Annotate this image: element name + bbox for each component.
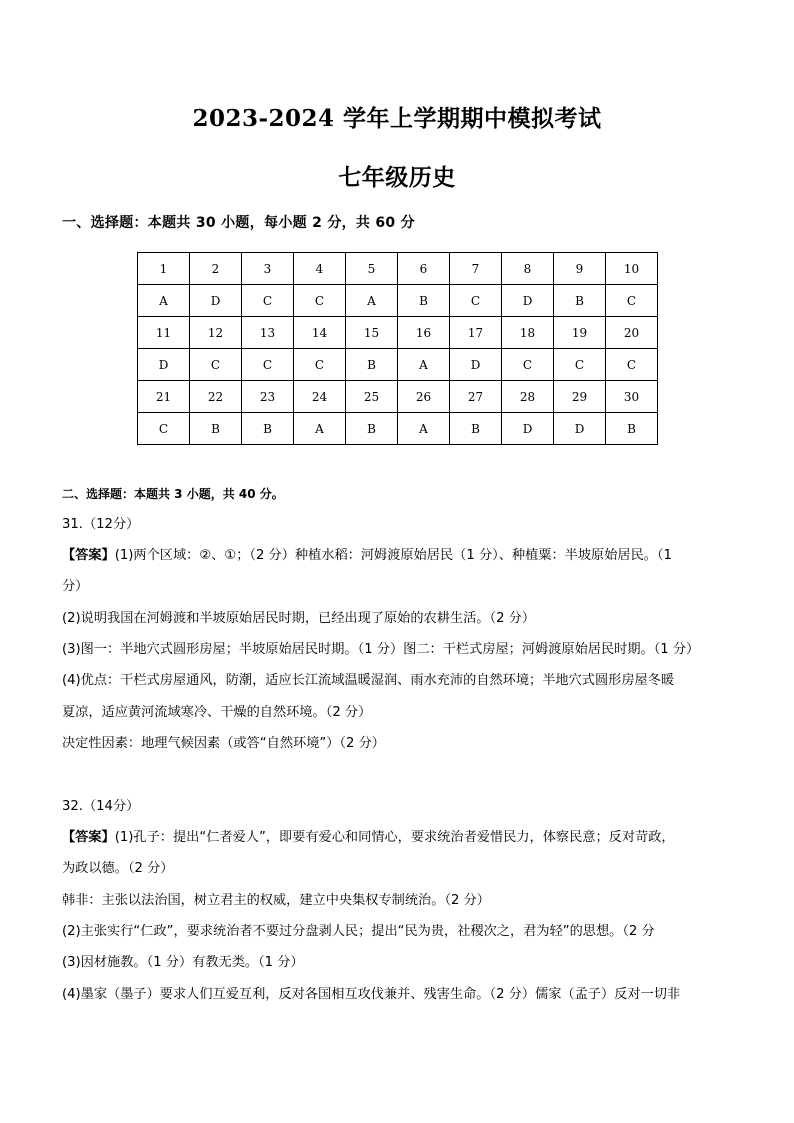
question-number-cell: 4 bbox=[294, 253, 346, 285]
answer-cell: B bbox=[346, 349, 398, 381]
question-number-row bbox=[138, 381, 658, 413]
answer-cell: C bbox=[606, 349, 658, 381]
q32-answer-line5: (3)因材施教。（1 分）有教无类。（1 分） bbox=[62, 955, 304, 970]
answer-cell: D bbox=[502, 413, 554, 445]
answer-cell: A bbox=[346, 285, 398, 317]
answer-key-row bbox=[138, 285, 658, 317]
section2-heading: 二、选择题：本题共 3 小题，共 40 分。 bbox=[62, 487, 284, 501]
q31-answer-line5: (4)优点：干栏式房屋通风，防潮，适应长江流域温暖湿润、雨水充沛的自然环境；半地穴式圆形房屋冬暖 bbox=[62, 673, 675, 688]
question-number-cell: 15 bbox=[346, 317, 398, 349]
q31-answer-line2: 分） bbox=[62, 579, 89, 594]
q31-text-line1: (1)两个区域：②、①；（2 分）种植水稻：河姆渡原始居民（1 分）、种植粟：半坡原始居民。（1 bbox=[114, 548, 672, 563]
answer-cell: C bbox=[294, 349, 346, 381]
answer-cell: C bbox=[138, 413, 190, 445]
question-number-cell: 26 bbox=[398, 381, 450, 413]
answer-cell: D bbox=[190, 285, 242, 317]
answer-cell: B bbox=[398, 285, 450, 317]
answer-cell: B bbox=[242, 413, 294, 445]
q32-answer-line1 bbox=[62, 830, 675, 846]
document-subtitle: 七年级历史 bbox=[338, 164, 456, 191]
answer-tag: 【答案】 bbox=[62, 548, 115, 563]
answer-cell: D bbox=[138, 349, 190, 381]
question-number-cell: 3 bbox=[242, 253, 294, 285]
q31-answer-line6: 夏凉，适应黄河流域寒冷、干燥的自然环境。（2 分） bbox=[62, 705, 372, 720]
question-number-row bbox=[138, 317, 658, 349]
answer-cell: D bbox=[450, 349, 502, 381]
answer-tag: 【答案】 bbox=[62, 830, 115, 845]
question-number-cell: 2 bbox=[190, 253, 242, 285]
question-number-cell: 14 bbox=[294, 317, 346, 349]
question-number-cell: 9 bbox=[554, 253, 606, 285]
question-number-cell: 10 bbox=[606, 253, 658, 285]
answer-cell: B bbox=[190, 413, 242, 445]
q32-answer-line6: (4)墨家（墨子）要求人们互爱互利，反对各国相互攻伐兼并、残害生命。（2 分）儒家（孟子）反对一切非 bbox=[62, 987, 681, 1002]
question-number-cell: 7 bbox=[450, 253, 502, 285]
answer-cell: C bbox=[242, 285, 294, 317]
question-number-cell: 30 bbox=[606, 381, 658, 413]
answer-cell: A bbox=[294, 413, 346, 445]
q32-text-line1: (1)孔子：提出“仁者爱人”，即要有爱心和同情心，要求统治者爱惜民力，体察民意；反对苛政， bbox=[114, 830, 675, 845]
answer-cell: C bbox=[502, 349, 554, 381]
answer-cell: C bbox=[190, 349, 242, 381]
question-number-cell: 18 bbox=[502, 317, 554, 349]
answer-cell: B bbox=[346, 413, 398, 445]
q32-answer-line4: (2)主张实行“仁政”，要求统治者不要过分盘剥人民；提出“民为贵，社稷次之，君为轻”的思想。（2 分 bbox=[62, 924, 655, 939]
answer-cell: A bbox=[138, 285, 190, 317]
question-number-cell: 28 bbox=[502, 381, 554, 413]
answer-cell: C bbox=[606, 285, 658, 317]
question-number-cell: 20 bbox=[606, 317, 658, 349]
question-number-cell: 8 bbox=[502, 253, 554, 285]
question-number-cell: 21 bbox=[138, 381, 190, 413]
answer-cell: A bbox=[398, 413, 450, 445]
answer-cell: B bbox=[606, 413, 658, 445]
question-number-cell: 1 bbox=[138, 253, 190, 285]
answer-cell: C bbox=[554, 349, 606, 381]
q31-answer-line1 bbox=[62, 548, 672, 564]
question-number-cell: 22 bbox=[190, 381, 242, 413]
answer-key-row bbox=[138, 349, 658, 381]
answer-cell: B bbox=[554, 285, 606, 317]
answer-table bbox=[137, 252, 658, 445]
answer-cell: D bbox=[554, 413, 606, 445]
question-number-cell: 25 bbox=[346, 381, 398, 413]
question-number-cell: 17 bbox=[450, 317, 502, 349]
q31-answer-line7: 决定性因素：地理气候因素（或答“自然环境”）（2 分） bbox=[62, 736, 385, 751]
answer-key-row bbox=[138, 413, 658, 445]
question-number-cell: 19 bbox=[554, 317, 606, 349]
question-number-cell: 16 bbox=[398, 317, 450, 349]
q31-number: 31.（12分） bbox=[62, 517, 140, 532]
question-number-cell: 11 bbox=[138, 317, 190, 349]
section1-heading: 一、选择题：本题共 30 小题，每小题 2 分，共 60 分 bbox=[62, 215, 415, 231]
question-number-cell: 23 bbox=[242, 381, 294, 413]
q32-answer-line3: 韩非：主张以法治国，树立君主的权威，建立中央集权专制统治。（2 分） bbox=[62, 893, 490, 908]
answer-cell: C bbox=[242, 349, 294, 381]
document-title: 2023-2024 学年上学期期中模拟考试 bbox=[192, 105, 602, 132]
question-number-cell: 27 bbox=[450, 381, 502, 413]
question-number-cell: 29 bbox=[554, 381, 606, 413]
question-number-row bbox=[138, 253, 658, 285]
answer-cell: C bbox=[450, 285, 502, 317]
q32-number: 32.（14分） bbox=[62, 799, 140, 814]
answer-cell: A bbox=[398, 349, 450, 381]
question-number-cell: 12 bbox=[190, 317, 242, 349]
q32-answer-line2: 为政以德。（2 分） bbox=[62, 861, 174, 876]
question-number-cell: 5 bbox=[346, 253, 398, 285]
answer-cell: C bbox=[294, 285, 346, 317]
question-number-cell: 6 bbox=[398, 253, 450, 285]
answer-cell: B bbox=[450, 413, 502, 445]
answer-cell: D bbox=[502, 285, 554, 317]
q31-answer-line3: (2)说明我国在河姆渡和半坡原始居民时期，已经出现了原始的农耕生活。（2 分） bbox=[62, 611, 536, 626]
question-number-cell: 24 bbox=[294, 381, 346, 413]
question-number-cell: 13 bbox=[242, 317, 294, 349]
q31-answer-line4: (3)图一：半地穴式圆形房屋；半坡原始居民时期。（1 分）图二：干栏式房屋；河姆渡原始居民时期。（1 分） bbox=[62, 642, 700, 657]
